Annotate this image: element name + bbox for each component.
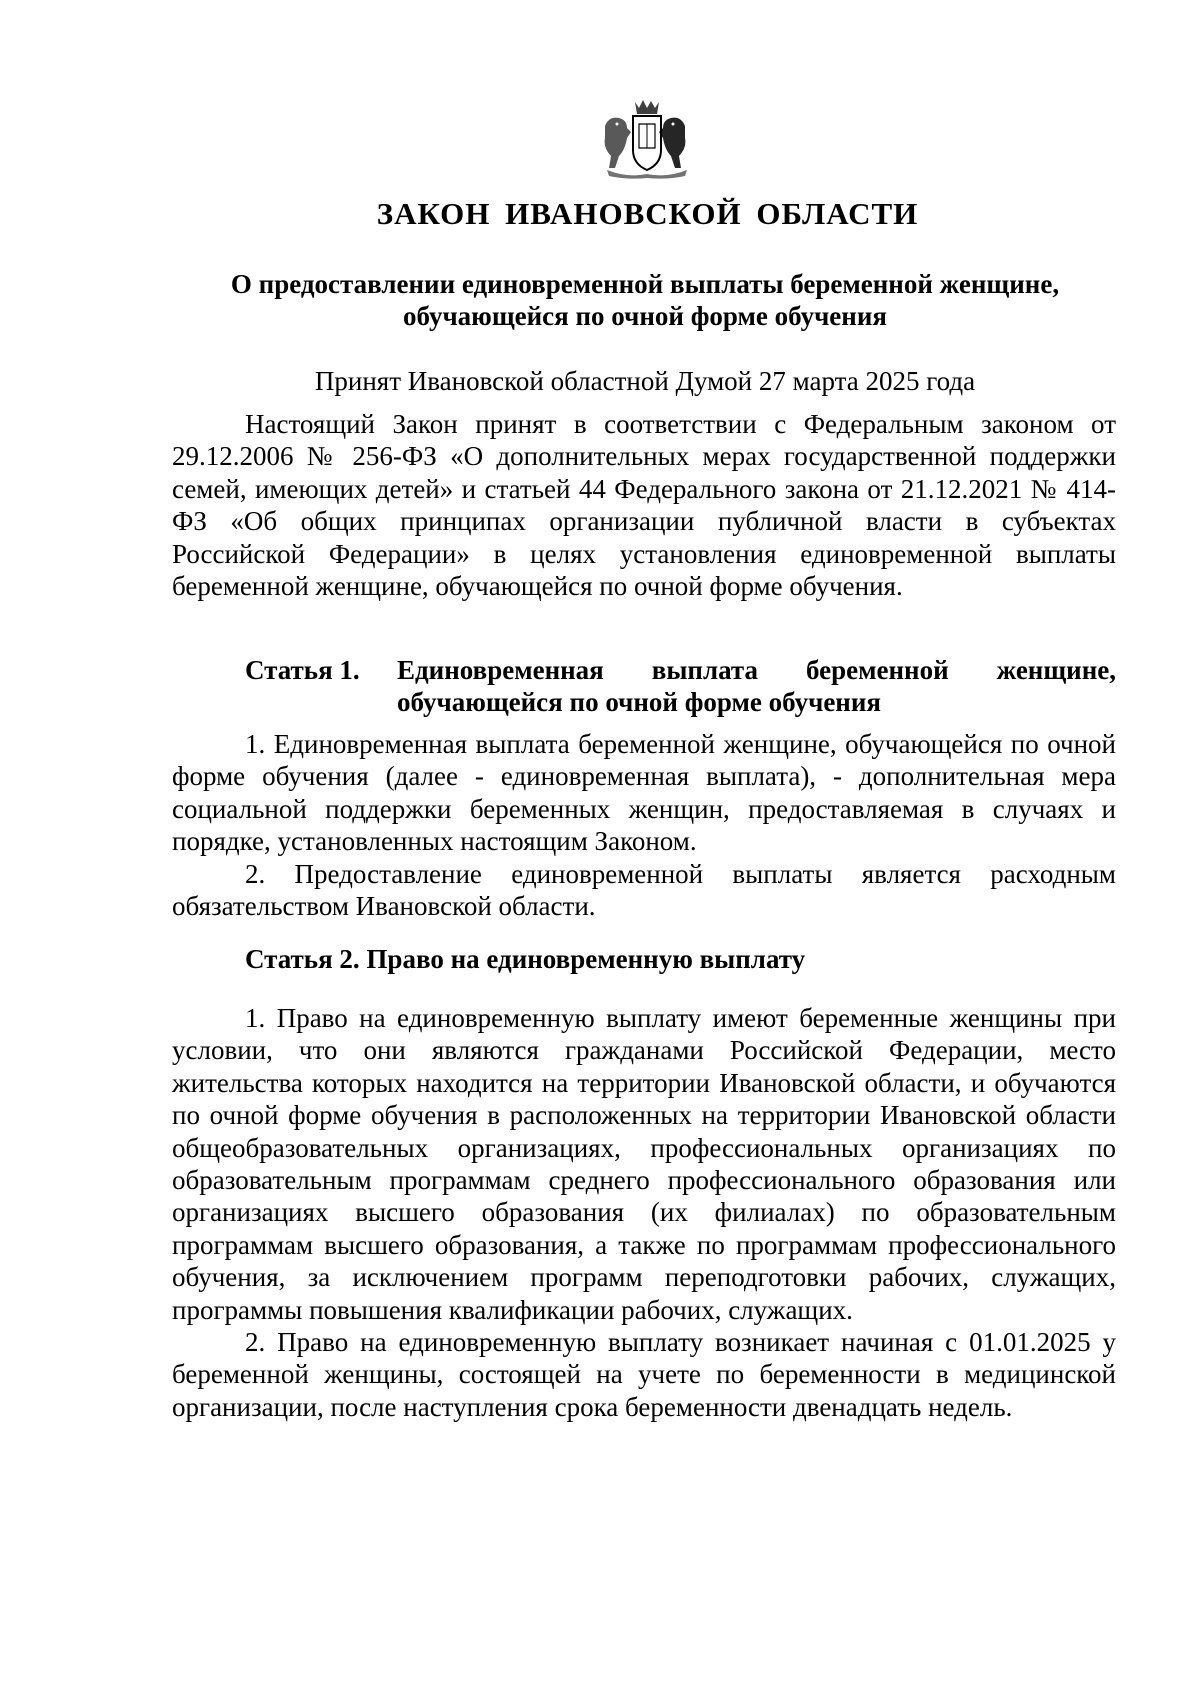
law-subtitle: О предоставлении единовременной выплаты беременной женщине, обучающейся по очной форме обучения xyxy=(230,269,1060,331)
article-1-body xyxy=(172,728,1116,922)
article-2-paragraph-1: 1. Право на единовременную выплату имеют беременные женщины при условии, что они являются гражданами Российской Федерации, место жительства которых находится на территории Ивановской области, и обучаются по очной форме обучения в расположенных на территории Ивановской области общеобразовательных организациях, профессиональных организациях по образовательным программам среднего профессионального образования или организациях высшего образования (их филиалах) по образовательным программам высшего образования, а также по программам профессионального обучения, за исключением программ переподготовки рабочих, служащих, программы повышения квалификации рабочих, служащих. xyxy=(172,1003,1116,1325)
article-1-label: Статья 1. xyxy=(245,655,360,685)
article-1-title: Единовременная выплата беременной женщине, обучающейся по очной форме обучения xyxy=(397,655,1116,718)
law-title: ЗАКОН ИВАНОВСКОЙ ОБЛАСТИ xyxy=(376,196,919,231)
preamble-paragraph: Настоящий Закон принят в соответствии с Федеральным законом от 29.12.2006 № 256-ФЗ «О дополнительных мерах государственной поддержки семей, имеющих детей» и статьей 44 Федерального закона от 21.12.2021 № 414-ФЗ «Об общих принципах организации публичной власти в субъектах Российской Федерации» в целях установления единовременной выплаты беременной женщине, обучающейся по очной форме обучения. xyxy=(172,409,1116,602)
preamble xyxy=(172,408,1116,602)
article-2-title: Статья 2. Право на единовременную выплату xyxy=(245,944,806,974)
article-2-heading xyxy=(172,943,1116,975)
article-1-paragraph-2: 2. Предоставление единовременной выплаты является расходным обязательством Ивановской области. xyxy=(172,858,1116,922)
article-2-body xyxy=(172,1002,1116,1423)
ivanovo-coat-of-arms-icon xyxy=(597,98,693,180)
adoption-note: Принят Ивановской областной Думой 27 марта 2025 года xyxy=(314,366,976,396)
article-2-paragraph-2: 2. Право на единовременную выплату возникает начиная с 01.01.2025 у беременной женщины, состоящей на учете по беременности в медицинской организации, после наступления срока беременности двенадцать недель. xyxy=(172,1327,1116,1422)
article-1-paragraph-1: 1. Единовременная выплата беременной женщине, обучающейся по очной форме обучения (далее - единовременная выплата), - дополнительная мера социальной поддержки беременных женщин, предоставляемая в случаях и порядке, установленных настоящим Законом. xyxy=(172,729,1116,857)
article-1-heading xyxy=(172,654,1116,719)
